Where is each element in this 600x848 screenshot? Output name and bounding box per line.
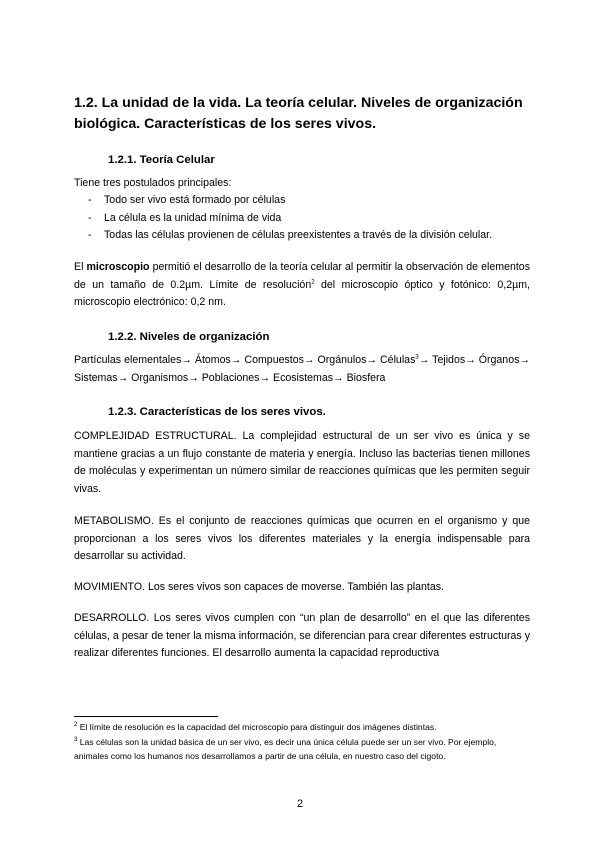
section-title: 1.2. La unidad de la vida. La teoría celular. Niveles de organización biológica. Características de los seres vivos. xyxy=(74,95,523,132)
subsection-heading-teoria-celular: 1.2.1. Teoría Celular xyxy=(108,154,215,166)
postulates-list xyxy=(88,192,528,245)
subsection-heading-niveles: 1.2.2. Niveles de organización xyxy=(108,331,270,343)
microscope-term: microscopio xyxy=(86,261,150,273)
microscope-paragraph: El microscopio permitió el desarrollo de la teoría celular al permitir la observación de elementos de un tamaño de 0.2µm. Límite de resolución$^2$ del microscopio óptico y fotónico: 0,2µm, microscopio electrónico: 0,2 nm. xyxy=(74,261,531,309)
paragraph-metabolismo: METABOLISMO. Es el conjunto de reacciones químicas que ocurren en el organismo y que proporcionan a los seres vivos los diferentes materiales y la energía indispensable para desarrollar su actividad. xyxy=(74,515,530,563)
organization-levels: Partículas elementales→ Átomos→ Compuestos→ Orgánulos→ Células$^3$→ Tejidos→ Órganos→ Sistemas→ Organismos→ Poblaciones→ Ecosistemas→ Biosfera xyxy=(74,354,530,384)
footnote-2: $^2$ El límite de resolución es la capacidad del microscopio para distinguir dos imágenes distintas. xyxy=(74,722,437,732)
footnote-ref-3: 3 xyxy=(415,354,419,361)
paragraph-desarrollo: DESARROLLO. Los seres vivos cumplen con “un plan de desarrollo” en el que las diferentes células, a pesar de tener la misma información, se diferencian para crear diferentes estructuras y realizar diferentes funciones. El desarrollo aumenta la capacidad reproductiva xyxy=(74,612,530,660)
footnote-separator xyxy=(74,716,218,717)
list-marker: - xyxy=(88,211,92,224)
page-number: 2 xyxy=(296,798,304,810)
list-item: - La célula es la unidad mínima de vida xyxy=(88,210,528,228)
list-item: - Todo ser vivo está formado por células xyxy=(88,192,528,210)
list-item: - Todas las células provienen de células preexistentes a través de la división celular. xyxy=(88,227,528,245)
paragraph-complejidad: COMPLEJIDAD ESTRUCTURAL. La complejidad estructural de un ser vivo es única y se mantiene gracias a un flujo constante de materia y energía. Incluso las bacterias tienen millones de moléculas y experimentan un número similar de reacciones químicas que les permiten seguir vivas. xyxy=(74,430,530,495)
paragraph-movimiento: MOVIMIENTO. Los seres vivos son capaces de moverse. También las plantas. xyxy=(74,581,444,593)
list-marker: - xyxy=(88,229,92,242)
list-marker: - xyxy=(88,194,92,206)
subsection-heading-caracteristicas: 1.2.3. Características de los seres vivos. xyxy=(108,406,326,418)
postulates-intro: Tiene tres postulados principales: xyxy=(74,177,232,189)
footnote-3: $^3$ Las células son la unidad básica de un ser vivo, es decir una única célula puede ser un ser vivo. Por ejemplo, animales como los humanos nos desarrollamos a partir de una célula, en nuestro caso del cigoto. xyxy=(74,737,497,761)
footnote-ref-2: 2 xyxy=(311,279,315,286)
